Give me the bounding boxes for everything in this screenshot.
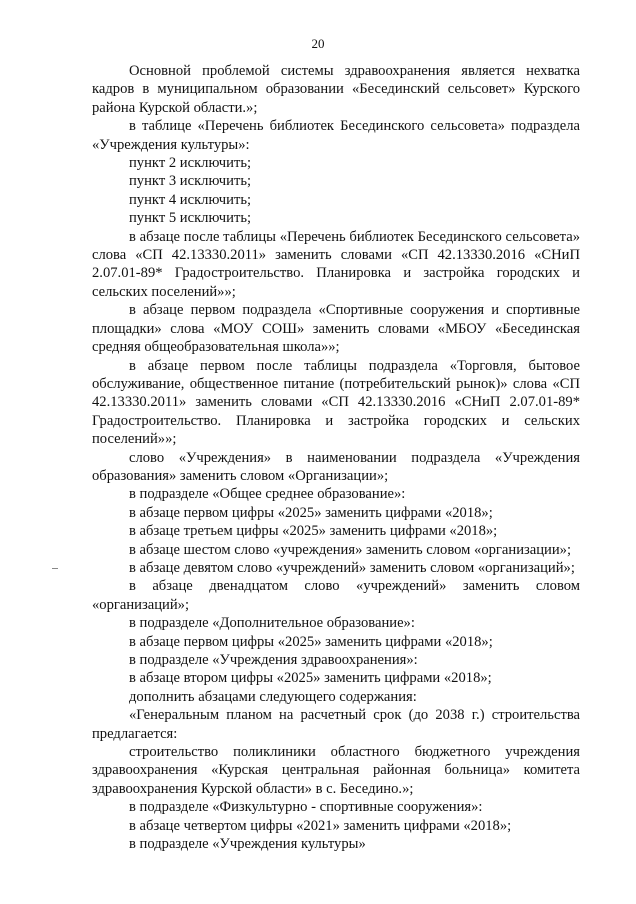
paragraph: в абзаце третьем цифры «2025» заменить цифрами «2018»; <box>129 523 498 540</box>
paragraph: в абзаце втором цифры «2025» заменить цифрами «2018»; <box>129 670 492 687</box>
paragraph: в подразделе «Учреждения здравоохранения»: <box>129 652 418 668</box>
paragraph: в абзаце после таблицы «Перечень библиотек Бесединского сельсовета» слова «СП 42.13330.2011» заменить словами «СП 42.13330.2016 «СНиП 2.07.01-89* Градостроительство. Планировка и застройка городских и сельских поселений»»; <box>92 228 580 300</box>
paragraph: в подразделе «Дополнительное образование»: <box>129 615 415 632</box>
paragraph: в абзаце первом после таблицы подраздела «Торговля, бытовое обслуживание, общественное питание (потребительский рынок)» слова «СП 42.13330.2011» заменить словами «СП 42.13330.2016 «СНиП 2.07.01-89* Градостроительство. Планировка и застройка городских и сельских поселений»»; <box>92 357 580 448</box>
paragraph: «Генеральным планом на расчетный срок (до 2038 г.) строительства предлагается: <box>92 707 580 742</box>
paragraph: слово «Учреждения» в наименовании подраздела «Учреждения образования» заменить словом «Организации»; <box>92 449 580 484</box>
paragraph: в абзаце девятом слово «учреждений» заменить словом «организаций»; <box>129 559 575 576</box>
paragraph: в абзаце двенадцатом слово «учреждений» заменить словом «организаций»; <box>92 578 580 613</box>
paragraph: Основной проблемой системы здравоохранения является нехватка кадров в муниципальном образовании «Бесединский сельсовет» Курского района Курской области.»; <box>92 63 580 116</box>
paragraph: строительство поликлиники областного бюджетного учреждения здравоохранения «Курская центральная районная больница» комитета здравоохранения Курской области» в с. Беседино.»; <box>92 744 580 797</box>
paragraph: в абзаце четвертом цифры «2021» заменить цифрами «2018»; <box>129 817 512 834</box>
document-body <box>92 62 580 853</box>
paragraph: в абзаце первом цифры «2025» заменить цифрами «2018»; <box>129 504 493 521</box>
paragraph: дополнить абзацами следующего содержания: <box>129 688 417 705</box>
paragraph: в абзаце шестом слово «учреждения» заменить словом «организации»; <box>129 541 572 558</box>
paragraph: в подразделе «Учреждения культуры» <box>129 836 366 853</box>
paragraph: пункт 5 исключить; <box>129 210 252 227</box>
paragraph: пункт 4 исключить; <box>129 191 252 208</box>
paragraph: в подразделе «Общее среднее образование»: <box>129 486 406 503</box>
paragraph: пункт 2 исключить; <box>129 155 252 172</box>
paragraph: пункт 3 исключить; <box>129 173 252 190</box>
paragraph: в абзаце первом подраздела «Спортивные сооружения и спортивные площадки» слова «МОУ СОШ» заменить словами «МБОУ «Бесединская средняя общеобразовательная школа»»; <box>92 302 580 356</box>
margin-mark <box>52 568 58 569</box>
paragraph: в абзаце первом цифры «2025» заменить цифрами «2018»; <box>129 633 493 650</box>
paragraph: в таблице «Перечень библиотек Бесединского сельсовета» подраздела «Учреждения культуры»: <box>92 118 580 153</box>
page-number: 20 <box>311 36 325 51</box>
paragraph: в подразделе «Физкультурно - спортивные сооружения»: <box>129 799 483 816</box>
